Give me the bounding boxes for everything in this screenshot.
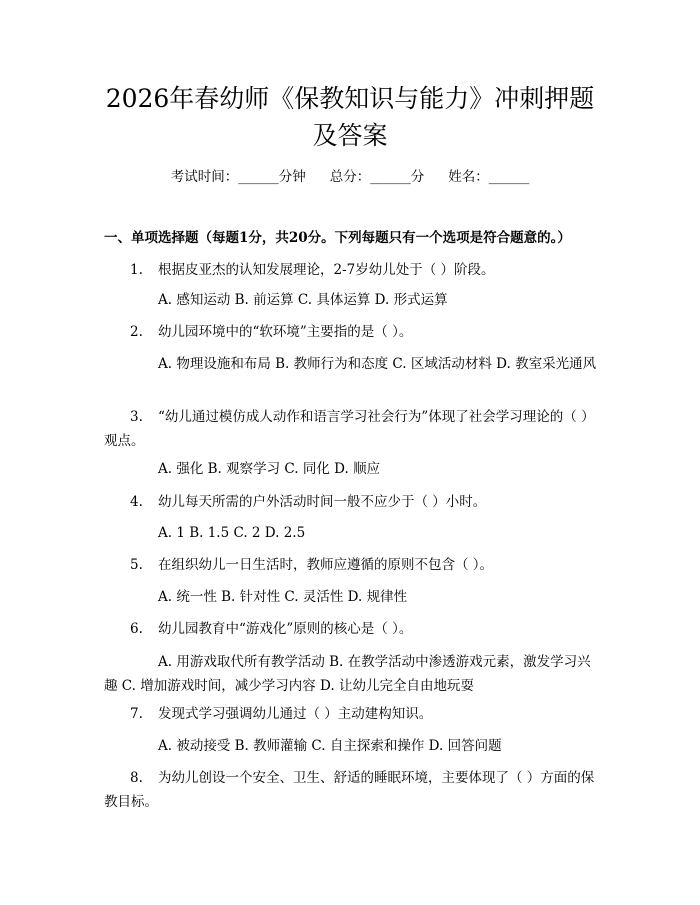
- question-text: 幼儿每天所需的户外活动时间一般不应少于（ ）小时。: [158, 494, 487, 510]
- question-number: 3.: [130, 409, 143, 425]
- question-2: [104, 320, 598, 344]
- total-score-field: 总分：______分: [329, 169, 425, 185]
- title-line-2: 及答案: [312, 121, 388, 150]
- question-1-options: A. 感知运动 B. 前运算 C. 具体运算 D. 形式运算: [158, 292, 448, 308]
- question-1: [104, 258, 598, 282]
- question-7-options: A. 被动接受 B. 教师灌输 C. 自主探索和操作 D. 回答问题: [158, 738, 502, 754]
- question-6: [104, 617, 598, 641]
- question-number: 5.: [130, 557, 143, 573]
- question-5: [104, 553, 598, 577]
- question-3-options: A. 强化 B. 观察学习 C. 同化 D. 顺应: [158, 461, 381, 477]
- question-number: 6.: [130, 621, 143, 637]
- question-text: 根据皮亚杰的认知发展理论，2-7岁幼儿处于（ ）阶段。: [158, 262, 495, 278]
- question-number: 2.: [130, 324, 143, 340]
- question-text: 幼儿园环境中的“软环境”主要指的是（ ）。: [158, 324, 413, 340]
- exam-meta: [0, 167, 700, 187]
- question-text: 为幼儿创设一个安全、卫生、舒适的睡眠环境，主要体现了（ ）方面的保教目标。: [104, 770, 595, 810]
- exam-time-field: 考试时间：______分钟: [170, 169, 306, 185]
- exam-title: [80, 80, 620, 154]
- question-7: [104, 702, 598, 726]
- question-text: 幼儿园教育中“游戏化”原则的核心是（ ）。: [158, 621, 413, 637]
- question-4-options: A. 1 B. 1.5 C. 2 D. 2.5: [158, 525, 306, 541]
- question-number: 8.: [130, 770, 143, 786]
- question-4: [104, 490, 598, 514]
- question-6-options: A. 用游戏取代所有教学活动 B. 在教学活动中渗透游戏元素，激发学习兴趣 C. 增加游戏时间，减少学习内容 D. 让幼儿完全自由地玩耍: [104, 654, 591, 694]
- question-3: [104, 405, 598, 453]
- question-text: 发现式学习强调幼儿通过（ ）主动建构知识。: [158, 706, 433, 722]
- question-5-options: A. 统一性 B. 针对性 C. 灵活性 D. 规律性: [158, 589, 408, 605]
- student-name-field: 姓名：______: [448, 169, 530, 185]
- question-text: 在组织幼儿一日生活时，教师应遵循的原则不包含（ ）。: [158, 557, 494, 573]
- question-number: 7.: [130, 706, 143, 722]
- question-number: 4.: [130, 494, 143, 510]
- question-text: “幼儿通过模仿成人动作和语言学习社会行为”体现了社会学习理论的（ ）观点。: [104, 409, 595, 449]
- question-2-options: A. 物理设施和布局 B. 教师行为和态度 C. 区域活动材料 D. 教室采光通风: [158, 356, 597, 372]
- question-8: [104, 766, 598, 814]
- question-number: 1.: [130, 262, 143, 278]
- title-line-1: 2026年春幼师《保教知识与能力》冲刺押题: [105, 84, 595, 113]
- section-heading: 一、单项选择题（每题1分，共20分。下列每题只有一个选项是符合题意的。）: [104, 230, 571, 246]
